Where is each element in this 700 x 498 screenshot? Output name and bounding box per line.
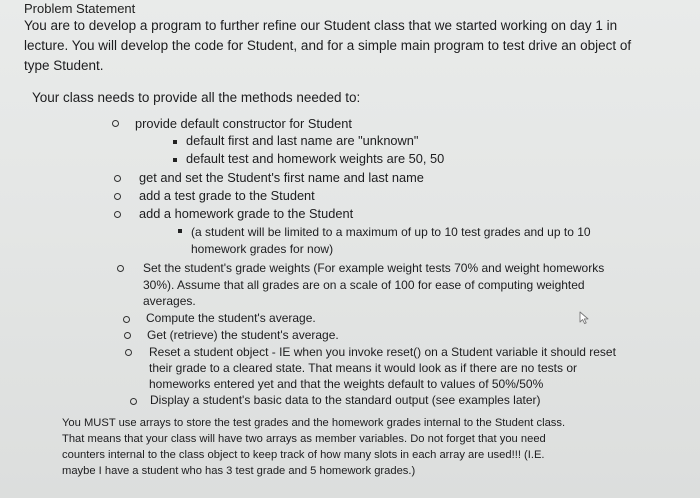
bullet-square-icon — [173, 158, 177, 162]
bullet-square-icon — [173, 140, 177, 144]
bullet-circle-icon — [114, 211, 121, 218]
intro-line-2: lecture. You will develop the code for Student, and for a simple main program to test drive an object of — [24, 38, 632, 53]
bullet-circle-icon — [114, 193, 121, 200]
item-default-weights: default test and homework weights are 50, 50 — [186, 151, 445, 166]
bullet-circle-icon — [112, 120, 119, 127]
item-reset-line-1: Reset a student object - IE when you invoke reset() on a Student variable it should reset — [149, 345, 616, 359]
item-display-data: Display a student's basic data to the standard output (see examples later) — [150, 393, 541, 407]
bullet-circle-icon — [123, 316, 130, 323]
item-set-weights-line-3: averages. — [143, 294, 196, 308]
item-grade-limit-line-2: homework grades for now) — [191, 242, 334, 256]
methods-heading: Your class needs to provide all the methods needed to: — [32, 90, 361, 105]
footer-line-1: You MUST use arrays to store the test grades and the homework grades internal to the Student class. — [62, 417, 566, 429]
intro-line-1: You are to develop a program to further refine our Student class that we started working on day 1 in — [24, 18, 618, 33]
item-default-names: default first and last name are "unknown" — [186, 133, 419, 148]
mouse-pointer-icon — [578, 311, 592, 325]
bullet-circle-icon — [114, 175, 121, 182]
problem-title: Problem Statement — [24, 1, 136, 16]
item-set-weights-line-1: Set the student's grade weights (For example weight tests 70% and weight homeworks — [143, 261, 605, 275]
footer-line-4: maybe I have a student who has 3 test grade and 5 homework grades.) — [62, 465, 416, 477]
item-grade-limit-line-1: (a student will be limited to a maximum of up to 10 test grades and up to 10 — [191, 225, 591, 239]
footer-line-3: counters internal to the class object to keep track of how many slots in each array are used!!! (I.E. — [62, 449, 545, 461]
footer-line-2: That means that your class will have two arrays as member variables. Do not forget that you need — [62, 433, 546, 445]
bullet-circle-icon — [130, 398, 137, 405]
item-default-constructor: provide default constructor for Student — [135, 116, 352, 131]
item-reset-line-3: homeworks entered yet and that the weights default to values of 50%/50% — [149, 377, 544, 391]
intro-line-3: type Student. — [24, 58, 104, 73]
bullet-circle-icon — [125, 349, 132, 356]
bullet-square-icon — [178, 229, 182, 233]
item-compute-average: Compute the student's average. — [146, 311, 316, 325]
item-add-homework-grade: add a homework grade to the Student — [139, 206, 354, 221]
bullet-circle-icon — [124, 332, 131, 339]
item-reset-line-2: their grade to a cleared state. That means it would look as if there are no tests or — [149, 361, 578, 375]
item-set-weights-line-2: 30%). Assume that all grades are on a scale of 100 for ease of computing weighted — [143, 278, 585, 292]
item-get-average: Get (retrieve) the student's average. — [147, 328, 339, 342]
item-get-set-name: get and set the Student's first name and last name — [139, 170, 424, 185]
item-add-test-grade: add a test grade to the Student — [139, 188, 315, 203]
bullet-circle-icon — [117, 265, 124, 272]
